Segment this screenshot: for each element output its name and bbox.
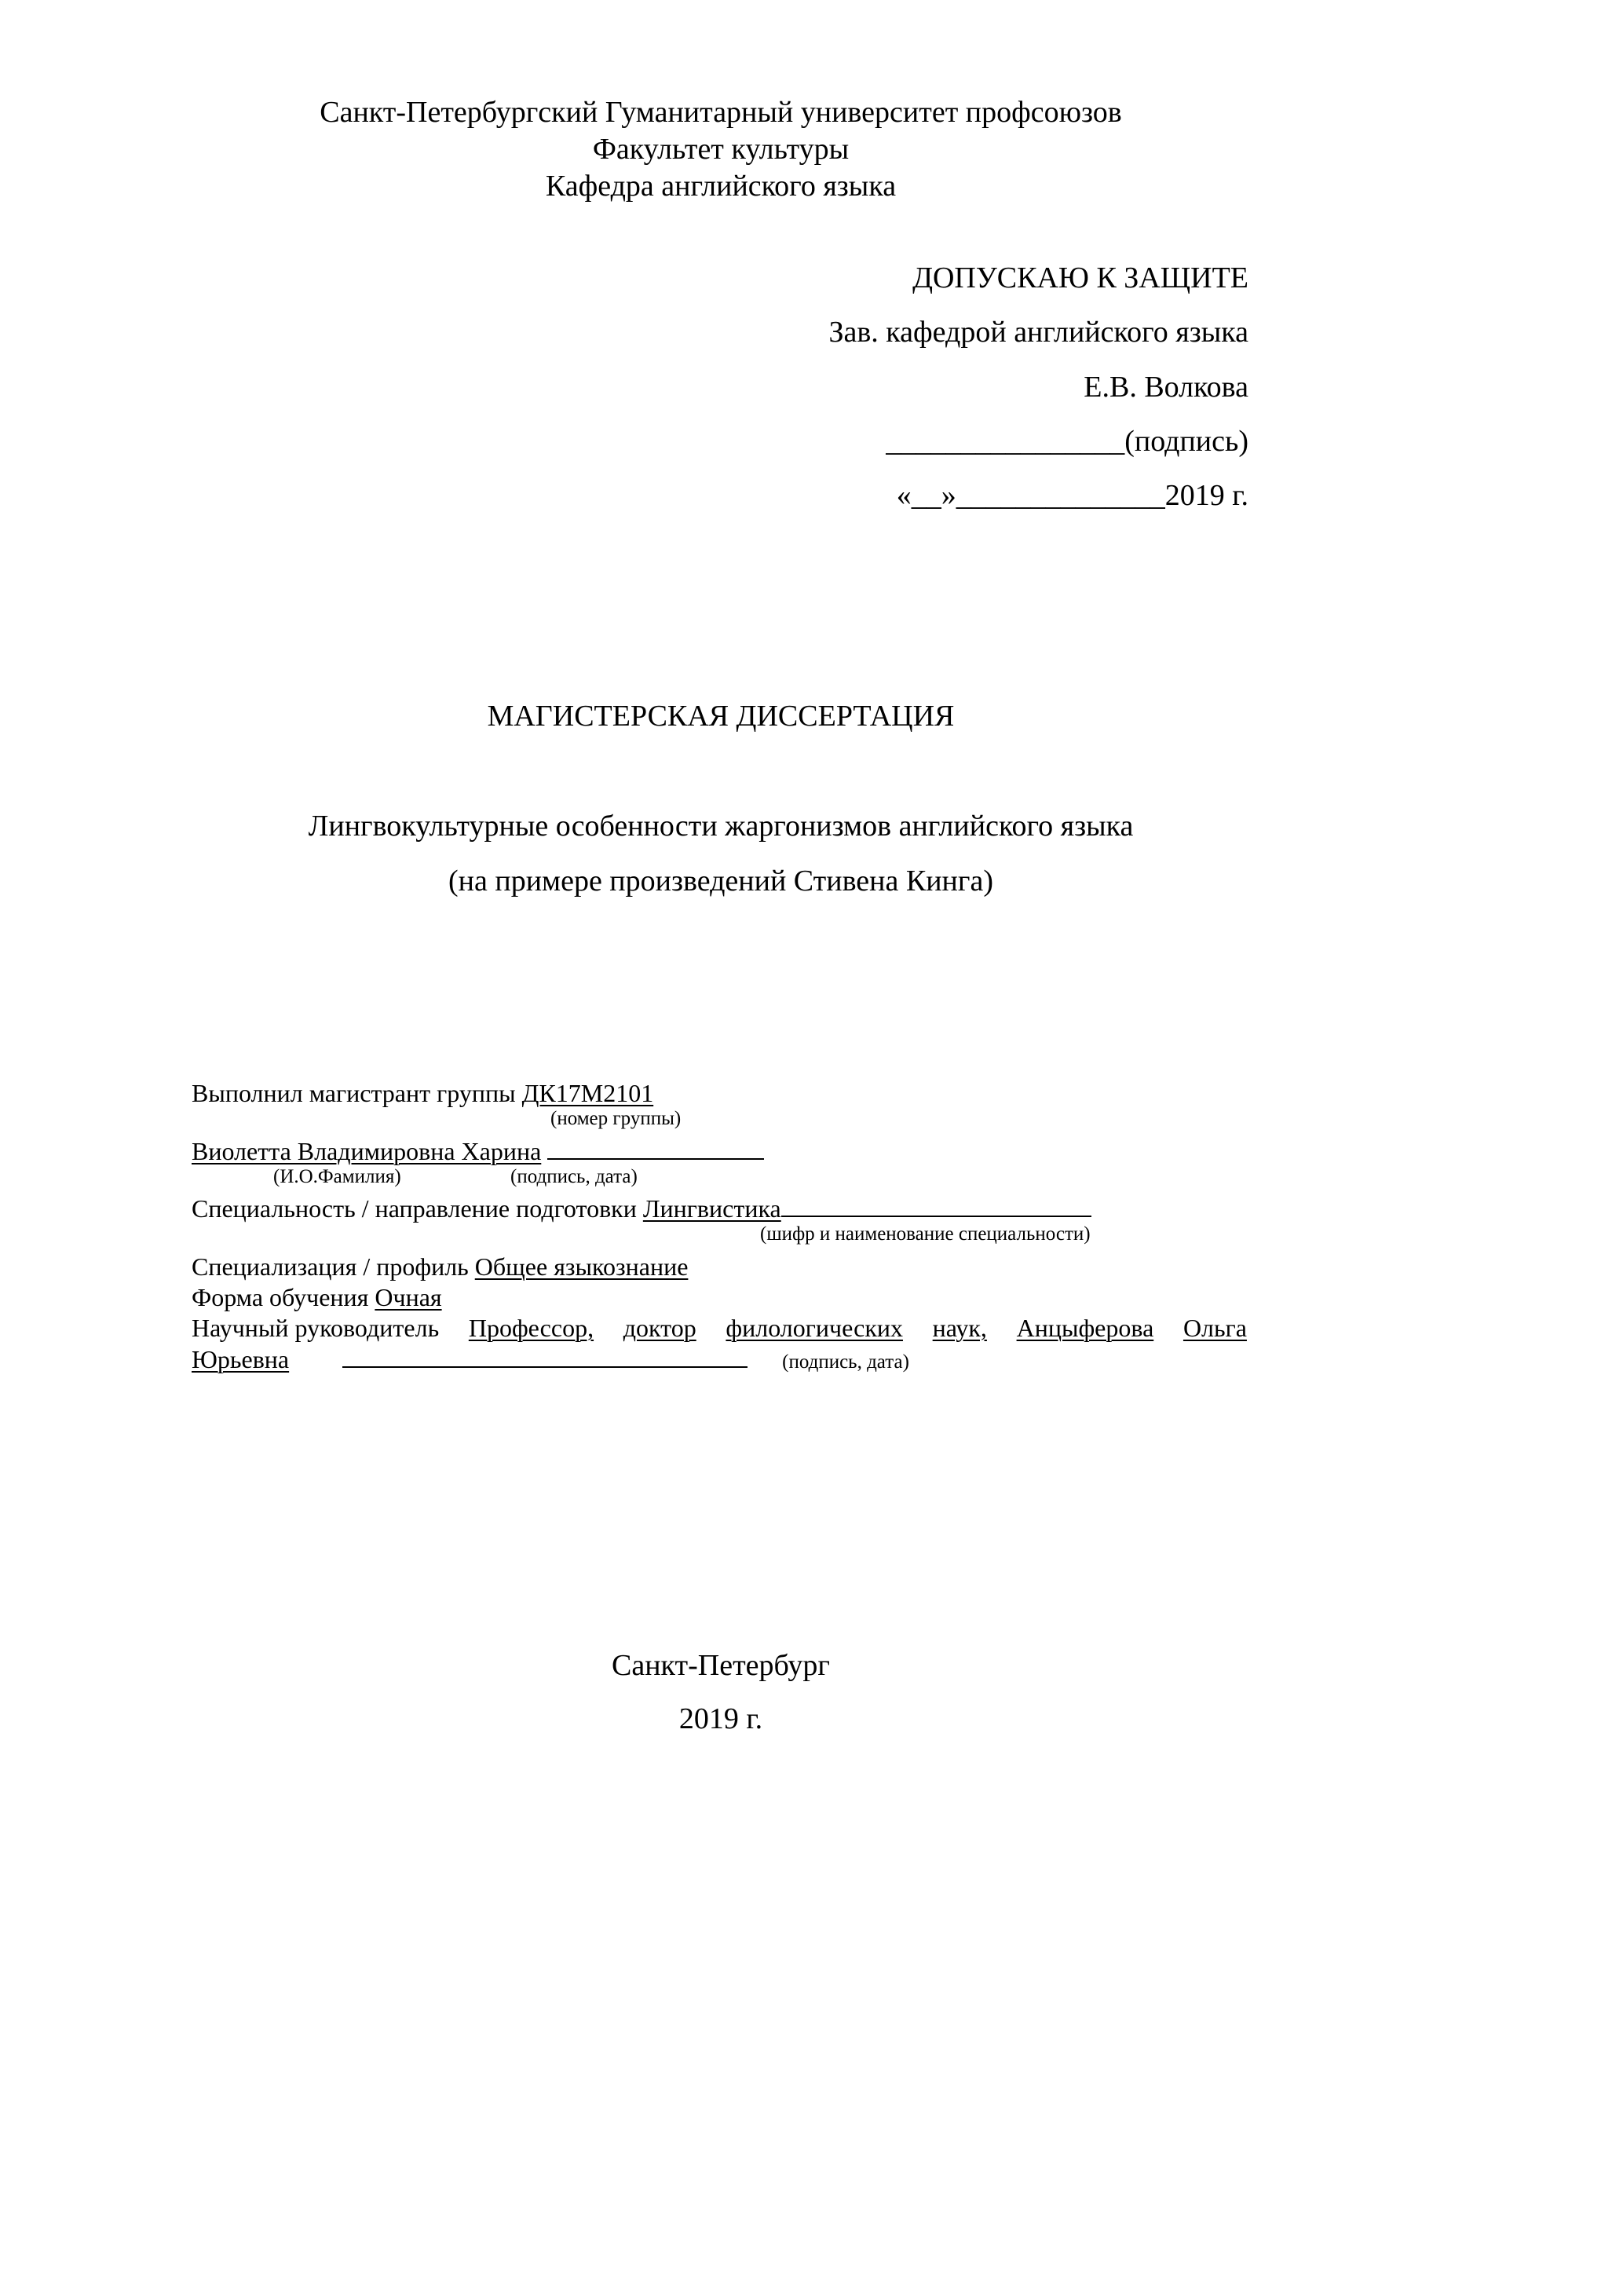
- supervisor-last-name: Юрьевна: [192, 1345, 290, 1373]
- approval-name: Е.В. Волкова: [1084, 371, 1248, 404]
- faculty-name: Факультет культуры: [592, 133, 850, 166]
- supervisor-second-row: [192, 1344, 909, 1375]
- specialty-value: Лингвистика: [642, 1194, 781, 1223]
- specialty-hint: (шифр и наименование специальности): [760, 1223, 1091, 1245]
- student-row: [192, 1135, 764, 1167]
- specialty-line: [781, 1215, 1091, 1217]
- signature-hint: (подпись, дата): [510, 1166, 638, 1187]
- specialty-row: [192, 1193, 1091, 1224]
- department-name: Кафедра английского языка: [545, 170, 897, 203]
- supervisor-word: филологических: [726, 1314, 903, 1342]
- student-signature-line: [547, 1157, 764, 1160]
- specialization-row: [192, 1251, 688, 1282]
- group-number: ДК17М2101: [521, 1079, 654, 1107]
- study-form-row: [192, 1281, 442, 1313]
- specialty-label: Специальность / направление подготовки: [192, 1194, 643, 1223]
- student-name: Виолетта Владимировна Харина: [192, 1137, 542, 1165]
- study-form-label: Форма обучения: [192, 1283, 375, 1311]
- supervisor-word: Ольга: [1183, 1314, 1247, 1342]
- supervisor-word: Профессор,: [468, 1314, 594, 1342]
- group-hint: (номер группы): [550, 1108, 682, 1129]
- thesis-title-line1: Лингвокультурные особенности жаргонизмов английского языка: [308, 810, 1134, 843]
- supervisor-signature-hint: (подпись, дата): [782, 1351, 909, 1373]
- thesis-title-line2: (на примере произведений Стивена Кинга): [448, 865, 993, 898]
- supervisor-word: Анцыферова: [1016, 1314, 1154, 1342]
- supervisor-word: наук,: [932, 1314, 987, 1342]
- approval-signature-line: ________________(подпись): [886, 425, 1248, 458]
- approval-position: Зав. кафедрой английского языка: [828, 316, 1248, 349]
- footer-city: Санкт-Петербург: [611, 1649, 831, 1682]
- approval-date-line: «__»______________2019 г.: [896, 479, 1248, 512]
- approval-title: ДОПУСКАЮ К ЗАЩИТЕ: [912, 261, 1248, 294]
- university-name: Санкт-Петербургский Гуманитарный университет профсоюзов: [320, 96, 1122, 129]
- supervisor-row: [192, 1312, 1247, 1344]
- supervisor-signature-line: [342, 1366, 748, 1368]
- performed-row: [192, 1077, 653, 1109]
- thesis-type: МАГИСТЕРСКАЯ ДИССЕРТАЦИЯ: [487, 700, 955, 733]
- footer-year: 2019 г.: [678, 1702, 763, 1735]
- specialization-value: Общее языкознание: [474, 1252, 689, 1281]
- performed-label: Выполнил магистрант группы: [192, 1079, 522, 1107]
- specialization-label: Специализация / профиль: [192, 1252, 475, 1281]
- study-form-value: Очная: [375, 1283, 442, 1311]
- supervisor-word: доктор: [623, 1314, 696, 1342]
- name-hint: (И.О.Фамилия): [273, 1166, 401, 1187]
- supervisor-label: Научный руководитель: [192, 1314, 440, 1342]
